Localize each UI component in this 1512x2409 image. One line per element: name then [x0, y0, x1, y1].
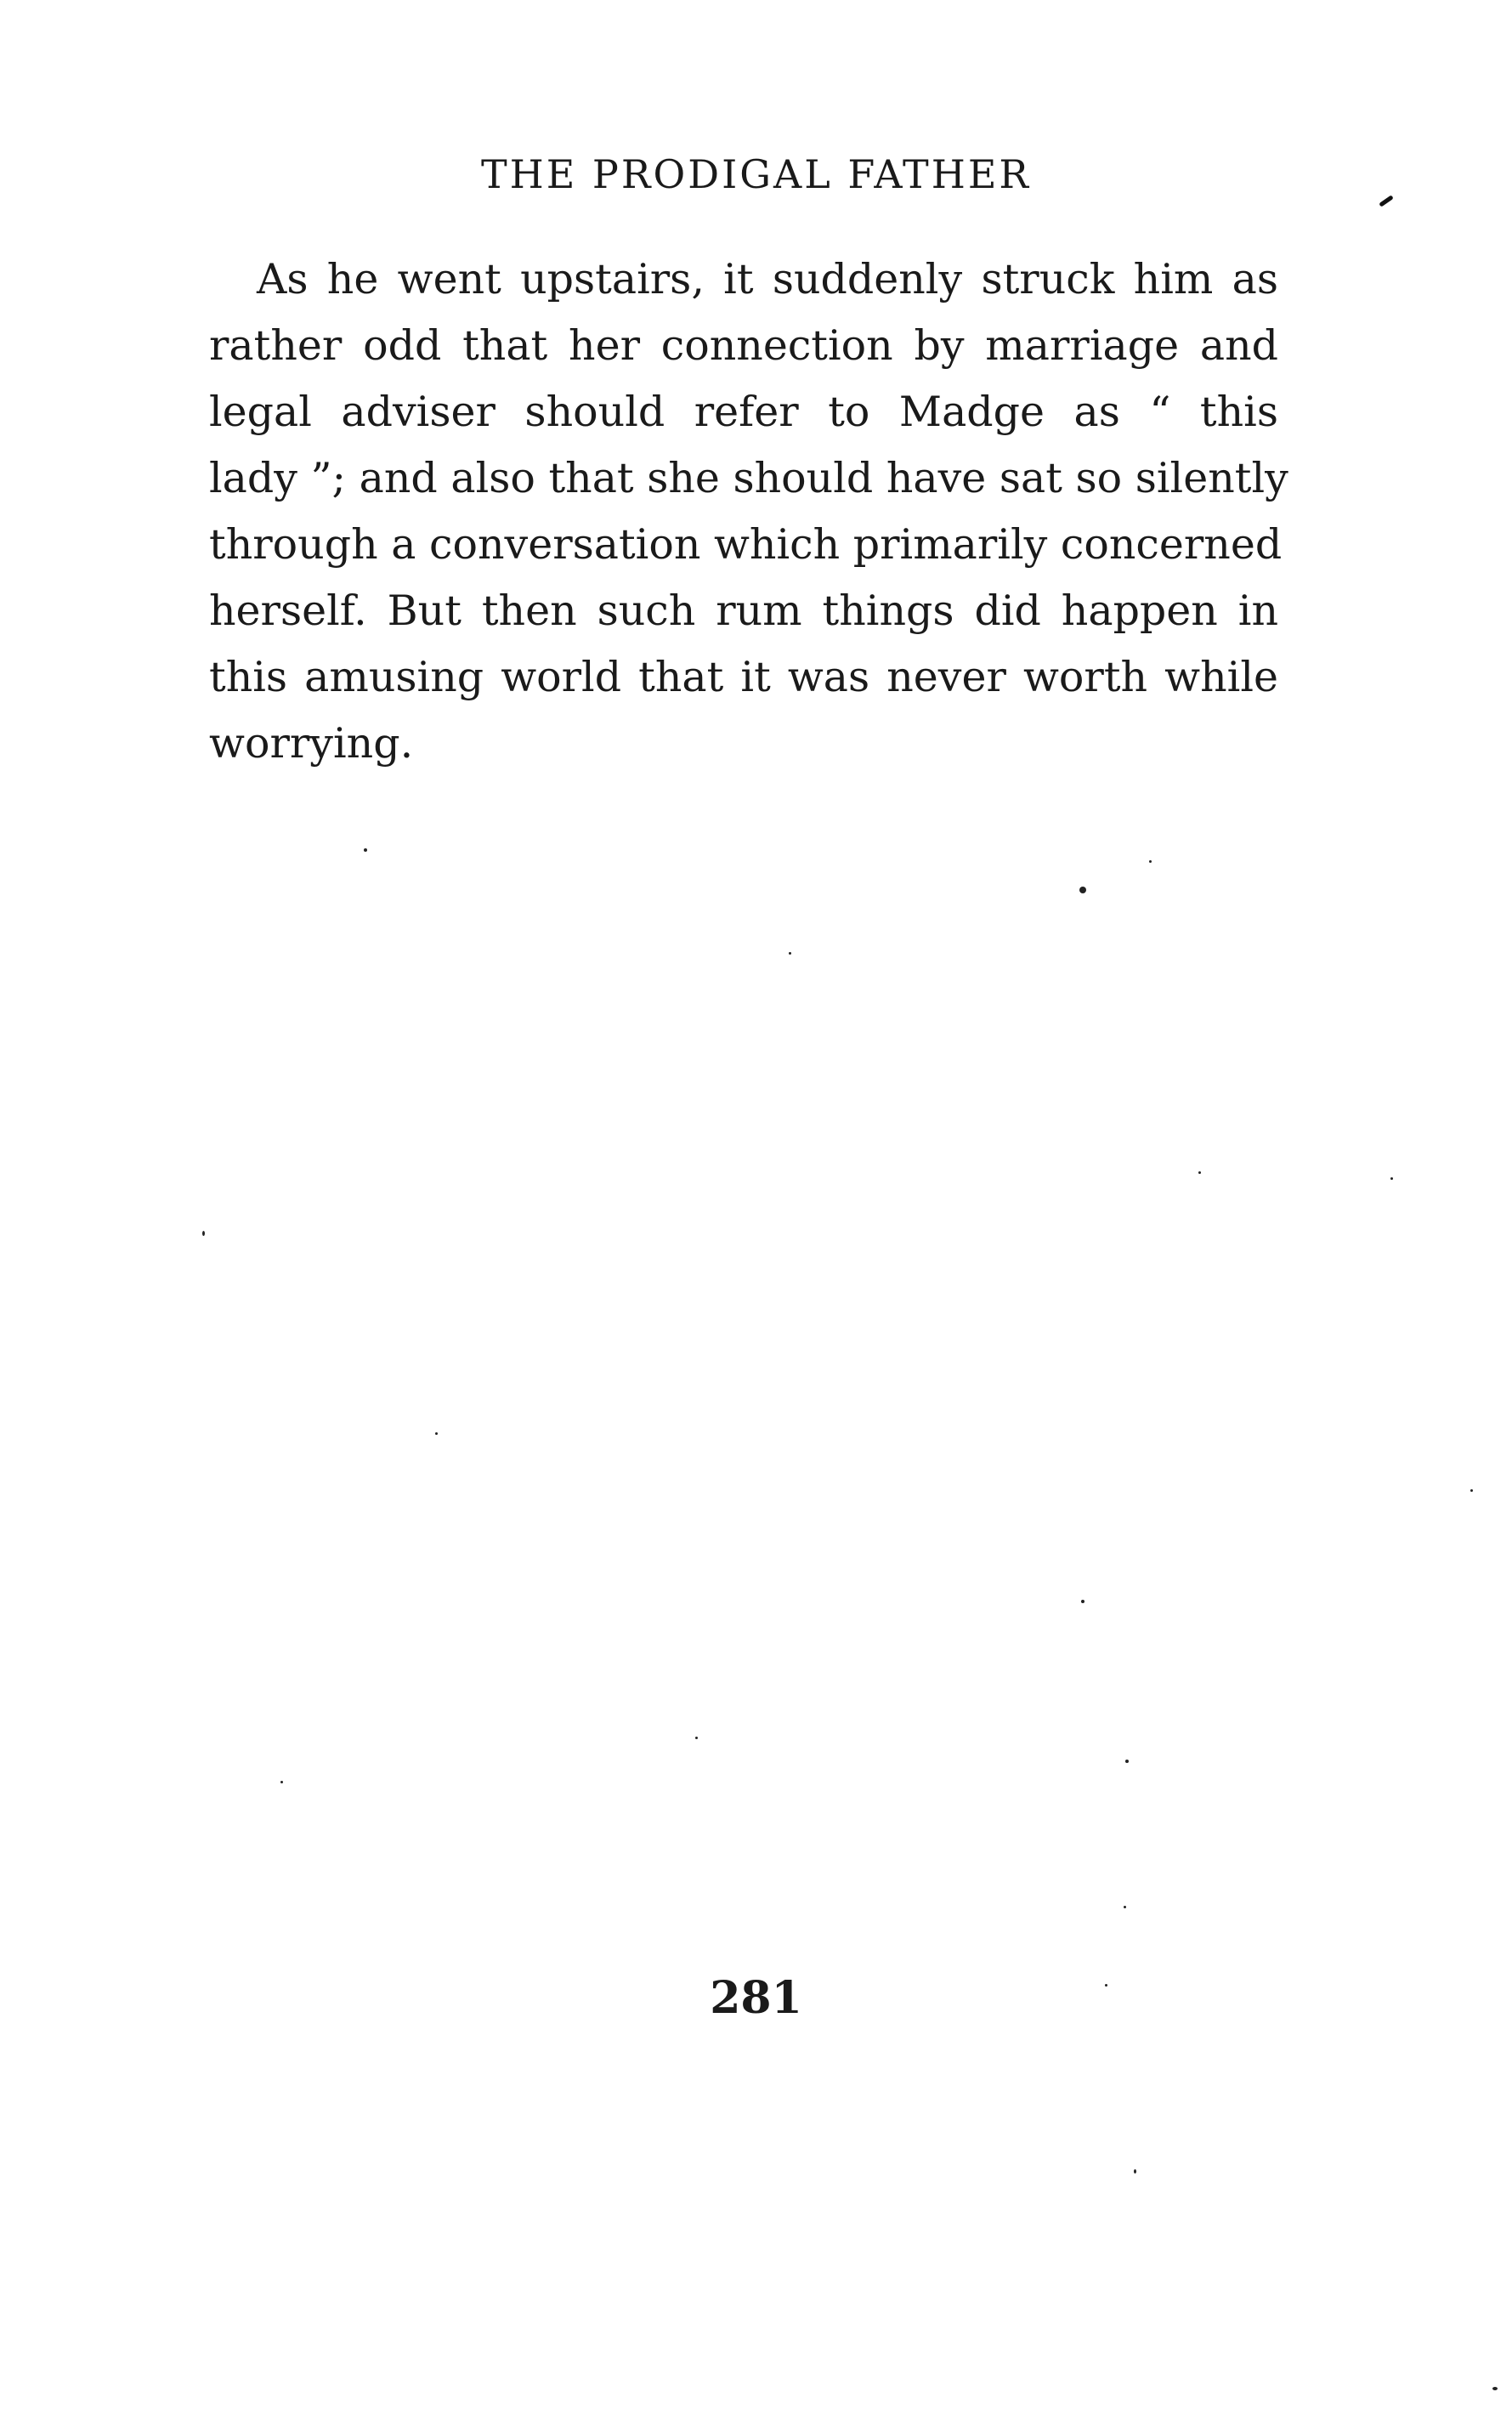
text-line: through a conversation which primarily concerned	[209, 520, 1283, 569]
scan-speck	[1390, 1177, 1393, 1180]
scan-speck	[1124, 1906, 1126, 1908]
scan-speck	[1492, 2387, 1498, 2390]
text-line: herself. But then such rum things did happen in	[209, 587, 1278, 635]
text-line: rather odd that her connection by marriage and	[209, 321, 1278, 370]
scan-speck	[280, 1781, 283, 1783]
scan-speck	[435, 1432, 438, 1435]
text-line: As he went upstairs, it suddenly struck him as	[257, 255, 1278, 303]
scan-speck	[789, 952, 791, 955]
scan-speck	[1134, 2169, 1136, 2174]
scan-speck	[1105, 1984, 1107, 1987]
text-line: lady ”; and also that she should have sat so silently	[209, 454, 1288, 502]
page-number: 281	[710, 1972, 802, 2024]
running-head: THE PRODIGAL FATHER	[480, 151, 1032, 197]
scan-speck	[202, 1231, 205, 1236]
scan-speck	[695, 1737, 698, 1739]
scan-speck	[364, 848, 367, 852]
text-line: legal adviser should refer to Madge as “ this	[209, 388, 1278, 436]
scan-speck	[1125, 1760, 1129, 1763]
scan-speck	[1079, 887, 1086, 893]
scan-speck	[1470, 1489, 1473, 1492]
text-line: worrying.	[209, 719, 414, 768]
text-line: this amusing world that it was never worth while	[209, 653, 1278, 701]
scan-speck	[1198, 1171, 1201, 1174]
body-paragraph	[209, 247, 1288, 777]
scan-speck	[1081, 1600, 1084, 1603]
scan-speck	[1149, 860, 1152, 863]
